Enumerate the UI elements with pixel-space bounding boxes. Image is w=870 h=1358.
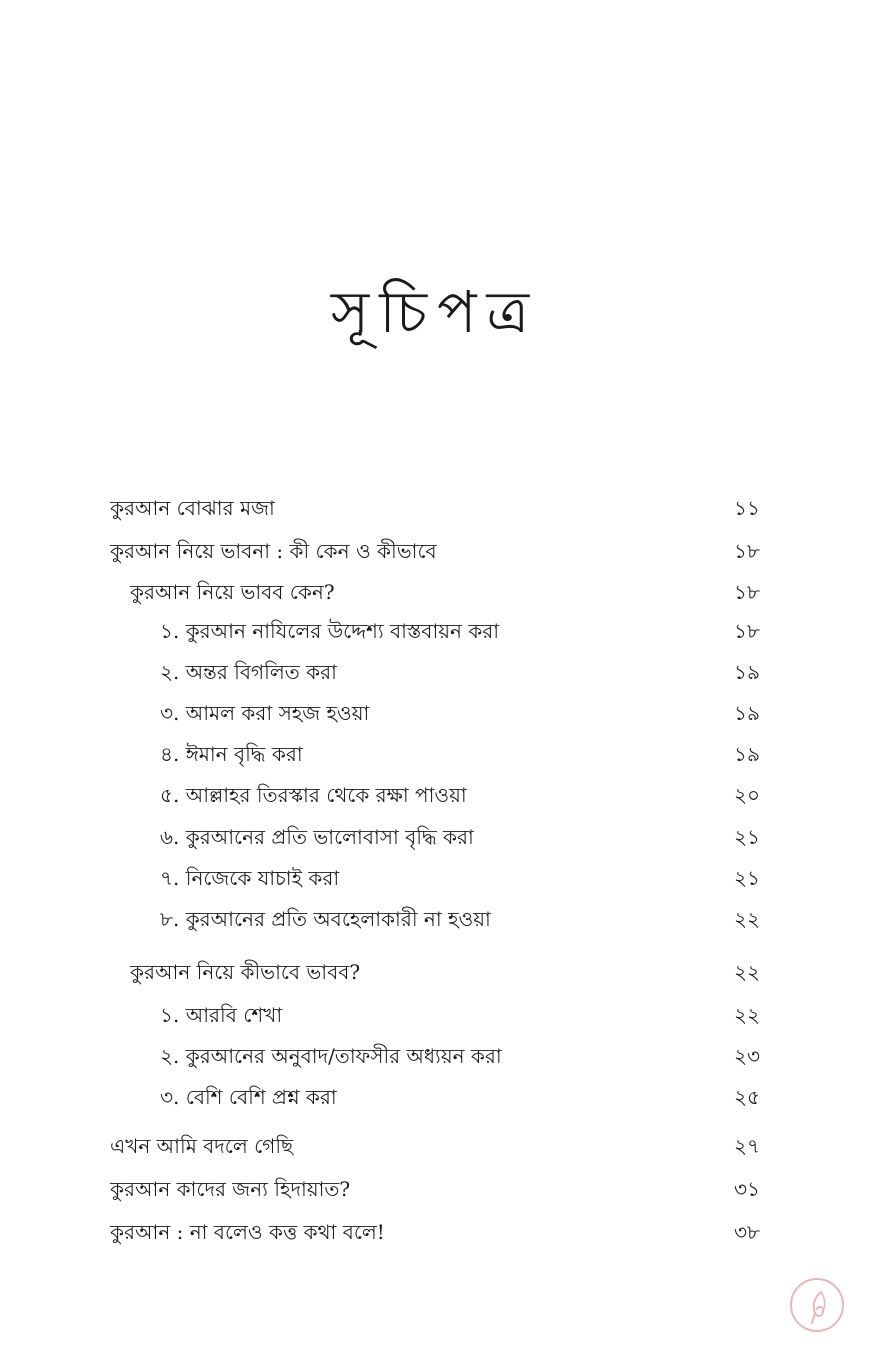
toc-entry-page: ৩৮ [734,1220,760,1244]
toc-entry[interactable] [0,1216,870,1248]
toc-entry-label: ৮. কুরআনের প্রতি অবহেলাকারী না হওয়া [160,907,491,931]
toc-entry[interactable] [0,821,870,853]
toc-entry-label: ৬. কুরআনের প্রতি ভালোবাসা বৃদ্ধি করা [160,825,474,849]
toc-entry-label: কুরআন নিয়ে ভাবনা : কী কেন ও কীভাবে [110,539,437,563]
toc-entry-page: ১১ [734,496,760,520]
toc-entry[interactable] [0,999,870,1031]
toc-entry-label: কুরআন নিয়ে ভাবব কেন? [130,580,335,604]
toc-entry[interactable] [0,656,870,688]
toc-entry-label: কুরআন নিয়ে কীভাবে ভাবব? [130,960,361,984]
toc-entry-label: কুরআন : না বলেও কত্ত কথা বলে! [110,1220,385,1244]
toc-entry-label: ১. কুরআন নাযিলের উদ্দেশ্য বাস্তবায়ন করা [160,619,500,643]
toc-entry[interactable] [0,1081,870,1113]
toc-entry-page: ২৫ [734,1085,760,1109]
toc-entry[interactable] [0,738,870,770]
toc-entry-label: ৪. ঈমান বৃদ্ধি করা [160,742,303,766]
toc-entry[interactable] [0,1130,870,1162]
toc-entry[interactable] [0,779,870,811]
toc-entry-page: ১৮ [734,580,760,604]
toc-entry-page: ১৯ [734,701,760,725]
toc-entry-page: ২৭ [733,1134,760,1158]
quill-seal-icon [790,1278,844,1332]
toc-entry-label: ৩. বেশি বেশি প্রশ্ন করা [160,1085,337,1109]
toc-entry-page: ২২ [733,1003,760,1027]
toc-entry[interactable] [0,1173,870,1205]
toc-entry-page: ২২ [733,907,760,931]
toc-entry[interactable] [0,492,870,524]
toc-entry-page: ২২ [733,960,760,984]
toc-entry-page: ২৩ [733,1044,760,1068]
toc-entry-label: ৩. আমল করা সহজ হওয়া [160,701,370,725]
toc-entry[interactable] [0,903,870,935]
toc-entry[interactable] [0,535,870,567]
toc-entry-label: কুরআন কাদের জন্য হিদায়াত? [110,1177,351,1201]
toc-entry-label: ২. অন্তর বিগলিত করা [160,660,337,684]
toc-entry-label: এখন আমি বদলে গেছি [110,1134,294,1158]
toc-entry-label: ৭. নিজেকে যাচাই করা [160,866,340,890]
toc-entry[interactable] [0,576,870,608]
toc-entry-label: কুরআন বোঝার মজা [110,496,275,520]
toc-entry-page: ২১ [734,825,760,849]
toc-entry-page: ১৯ [734,742,760,766]
toc-entry[interactable] [0,615,870,647]
toc-entry-page: ১৮ [734,539,760,563]
toc-entry[interactable] [0,956,870,988]
page-title: সূচিপত্র [330,278,540,346]
toc-entry-page: ১৯ [734,660,760,684]
toc-entry-page: ২১ [734,866,760,890]
toc-entry[interactable] [0,697,870,729]
toc-entry[interactable] [0,862,870,894]
toc-entry-label: ২. কুরআনের অনুবাদ/তাফসীর অধ্যয়ন করা [160,1044,502,1068]
toc-entry[interactable] [0,1040,870,1072]
toc-entry-page: ২০ [733,783,760,807]
toc-entry-label: ৫. আল্লাহর তিরস্কার থেকে রক্ষা পাওয়া [160,783,467,807]
toc-entry-page: ১৮ [734,619,760,643]
toc-entry-label: ১. আরবি শেখা [160,1003,283,1027]
toc-entry-page: ৩১ [734,1177,760,1201]
